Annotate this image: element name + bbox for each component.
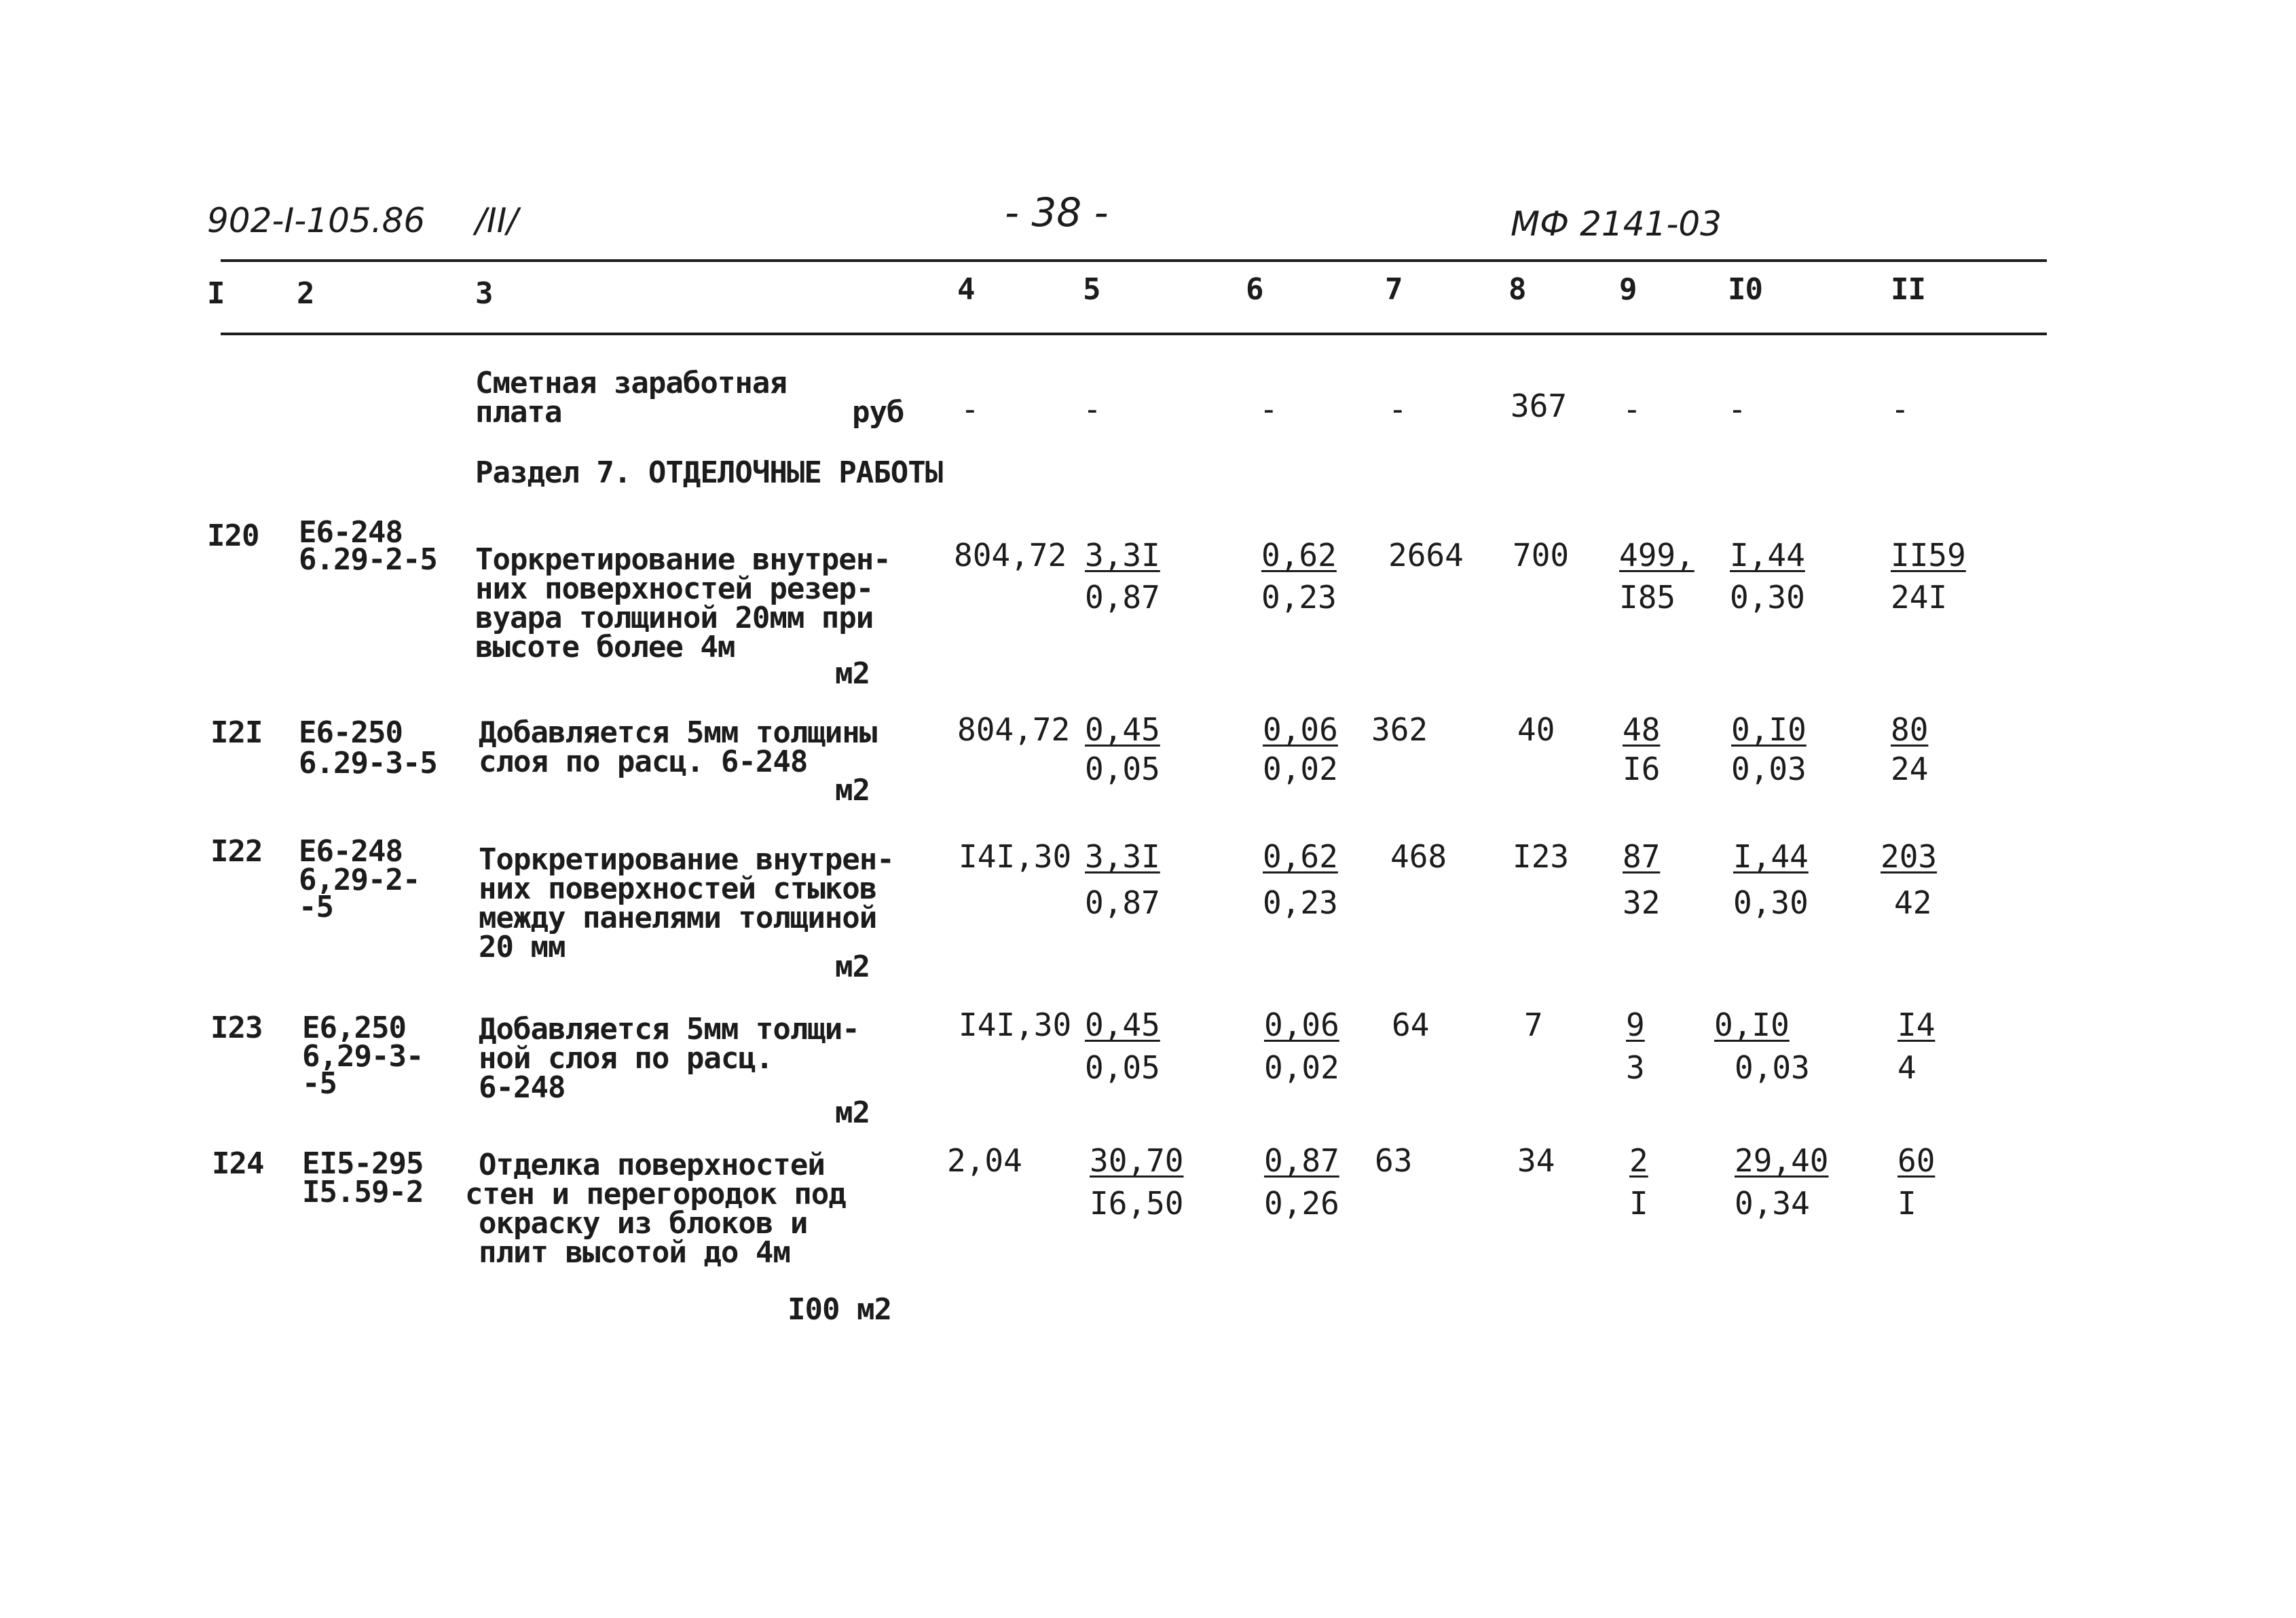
col10-top: 29,40	[1735, 1142, 1829, 1179]
quantity: 804,72	[954, 537, 1067, 573]
album-number: /II/	[475, 201, 519, 240]
row-number: I24	[212, 1146, 264, 1181]
col8: 700	[1513, 537, 1570, 573]
rate-code: 6.29-2-5	[299, 542, 437, 577]
col11-top: 60	[1897, 1142, 1936, 1179]
column-header-2: 2	[297, 276, 314, 311]
col6-top: 0,06	[1263, 711, 1338, 748]
col11-top: II59	[1891, 537, 1966, 573]
col6-bottom: 0,23	[1261, 579, 1337, 616]
col9-top: 48	[1623, 711, 1661, 748]
description-line: них поверхностей резер-	[475, 571, 874, 606]
col10-bottom: 0,34	[1735, 1185, 1810, 1222]
rate-code: Е6-248	[299, 515, 403, 550]
row-number: I20	[207, 519, 259, 553]
column-header-4: 4	[957, 272, 975, 307]
col5-bottom: 0,87	[1085, 579, 1160, 616]
unit: м2	[835, 949, 870, 984]
row-number: I22	[210, 834, 263, 869]
wage-c10: -	[1728, 391, 1747, 428]
description-line: Добавляется 5мм толщи-	[479, 1012, 859, 1047]
description-line: Добавляется 5мм толщины	[479, 715, 877, 750]
col11-top: 80	[1891, 711, 1929, 748]
description-line: слоя по расц. 6-248	[479, 745, 808, 779]
wage-c11: -	[1891, 391, 1910, 428]
col11-top: I4	[1897, 1006, 1936, 1043]
col5-top: 0,45	[1085, 1006, 1160, 1043]
col6-bottom: 0,02	[1264, 1049, 1339, 1086]
description-line: высоте более 4м	[475, 630, 735, 664]
col11-bottom: 24I	[1891, 579, 1948, 616]
rate-code: Е6-248	[299, 834, 403, 869]
description-line: 20 мм	[479, 930, 566, 964]
col7: 63	[1375, 1142, 1413, 1179]
col9-top: 87	[1623, 838, 1661, 875]
page-number: - 38 -	[1005, 189, 1109, 236]
col10-bottom: 0,30	[1730, 579, 1805, 616]
form-code: МФ 2141-03	[1511, 204, 1722, 244]
wage-unit: руб	[852, 395, 904, 430]
unit: м2	[835, 1095, 870, 1130]
col6-bottom: 0,26	[1264, 1185, 1339, 1222]
wage-label-line2: плата	[475, 395, 562, 430]
col10-bottom: 0,03	[1731, 751, 1807, 787]
col6-top: 0,87	[1264, 1142, 1339, 1179]
header-top-rule	[221, 259, 2047, 262]
col10-bottom: 0,30	[1733, 884, 1809, 921]
description-line: плит высотой до 4м	[479, 1235, 790, 1270]
col10-top: 0,I0	[1731, 711, 1807, 748]
wage-c8: 367	[1511, 388, 1568, 424]
wage-c6: -	[1259, 391, 1278, 428]
col5-bottom: 0,05	[1085, 751, 1160, 787]
col5-top: 3,3I	[1085, 838, 1160, 875]
col8: 40	[1517, 711, 1555, 748]
quantity: I4I,30	[959, 838, 1072, 875]
column-header-9: 9	[1619, 272, 1637, 307]
column-header-10: I0	[1728, 272, 1762, 307]
rate-code: 6,29-2-	[299, 863, 420, 897]
column-header-5: 5	[1083, 272, 1100, 307]
description-line: Торкретирование внутрен-	[475, 542, 891, 577]
description-line: Отделка поверхностей	[479, 1148, 825, 1182]
col5-top: 3,3I	[1085, 537, 1160, 573]
col10-top: I,44	[1730, 537, 1805, 573]
col9-bottom: I85	[1619, 579, 1676, 616]
col6-top: 0,62	[1263, 838, 1338, 875]
description-line: вуара толщиной 20мм при	[475, 601, 874, 635]
wage-label-line1: Сметная заработная	[475, 366, 787, 400]
column-header-11: II	[1891, 272, 1925, 307]
header-bottom-rule	[221, 333, 2047, 335]
wage-c4: -	[961, 391, 980, 428]
col7: 468	[1390, 838, 1447, 875]
col5-bottom: I6,50	[1090, 1185, 1184, 1222]
quantity: I4I,30	[959, 1006, 1072, 1043]
rate-code: I5.59-2	[302, 1175, 424, 1209]
wage-c7: -	[1388, 391, 1407, 428]
description-line: между панелями толщиной	[479, 901, 877, 935]
description-line: них поверхностей стыков	[479, 871, 877, 906]
col7: 362	[1371, 711, 1428, 748]
rate-code: -5	[299, 890, 333, 924]
rate-code: Е6-250	[299, 715, 403, 750]
description-line: стен и перегородок под	[465, 1177, 846, 1211]
description-line: Торкретирование внутрен-	[479, 842, 894, 877]
quantity: 804,72	[957, 711, 1071, 748]
description-line: окраску из блоков и	[479, 1206, 808, 1241]
unit: м2	[835, 773, 870, 808]
rate-code: -5	[302, 1066, 337, 1101]
column-header-7: 7	[1385, 272, 1403, 307]
col11-bottom: 42	[1894, 884, 1932, 921]
col5-bottom: 0,87	[1085, 884, 1160, 921]
document-code: 902-I-105.86	[207, 201, 426, 240]
col7: 2664	[1388, 537, 1464, 573]
col9-top: 2	[1629, 1142, 1648, 1179]
col10-top: I,44	[1733, 838, 1809, 875]
row-number: I2I	[210, 715, 263, 750]
col6-bottom: 0,23	[1263, 884, 1338, 921]
col5-bottom: 0,05	[1085, 1049, 1160, 1086]
rate-code: 6.29-3-5	[299, 746, 437, 780]
col11-bottom: I	[1897, 1185, 1917, 1222]
col5-top: 0,45	[1085, 711, 1160, 748]
rate-code: ЕI5-295	[302, 1146, 424, 1181]
col9-bottom: 3	[1626, 1049, 1645, 1086]
col5-top: 30,70	[1090, 1142, 1184, 1179]
col9-bottom: 32	[1623, 884, 1661, 921]
col7: 64	[1392, 1006, 1430, 1043]
col11-bottom: 4	[1897, 1049, 1917, 1086]
col11-top: 203	[1881, 838, 1938, 875]
column-header-3: 3	[475, 276, 493, 311]
col8: 34	[1517, 1142, 1555, 1179]
row-number: I23	[210, 1011, 263, 1045]
col9-bottom: I	[1629, 1185, 1648, 1222]
col8: 7	[1524, 1006, 1543, 1043]
wage-c5: -	[1083, 391, 1102, 428]
col9-top: 9	[1626, 1006, 1645, 1043]
col6-top: 0,06	[1264, 1006, 1339, 1043]
col10-bottom: 0,03	[1735, 1049, 1810, 1086]
unit: I00 м2	[788, 1292, 891, 1327]
col6-bottom: 0,02	[1263, 751, 1338, 787]
col8: I23	[1513, 838, 1570, 875]
column-header-8: 8	[1508, 272, 1526, 307]
col9-bottom: I6	[1623, 751, 1661, 787]
section-title: Раздел 7. ОТДЕЛОЧНЫЕ РАБОТЫ	[475, 455, 943, 490]
column-header-1: I	[207, 276, 225, 311]
rate-code: 6,29-3-	[302, 1039, 424, 1074]
quantity: 2,04	[947, 1142, 1022, 1179]
column-header-6: 6	[1246, 272, 1263, 307]
col9-top: 499,	[1619, 537, 1695, 573]
col6-top: 0,62	[1261, 537, 1337, 573]
col11-bottom: 24	[1891, 751, 1929, 787]
unit: м2	[835, 656, 870, 691]
wage-c9: -	[1623, 391, 1642, 428]
description-line: 6-248	[479, 1070, 566, 1105]
col10-top: 0,I0	[1714, 1006, 1790, 1043]
description-line: ной слоя по расц.	[479, 1041, 773, 1076]
rate-code: Е6,250	[302, 1011, 406, 1045]
